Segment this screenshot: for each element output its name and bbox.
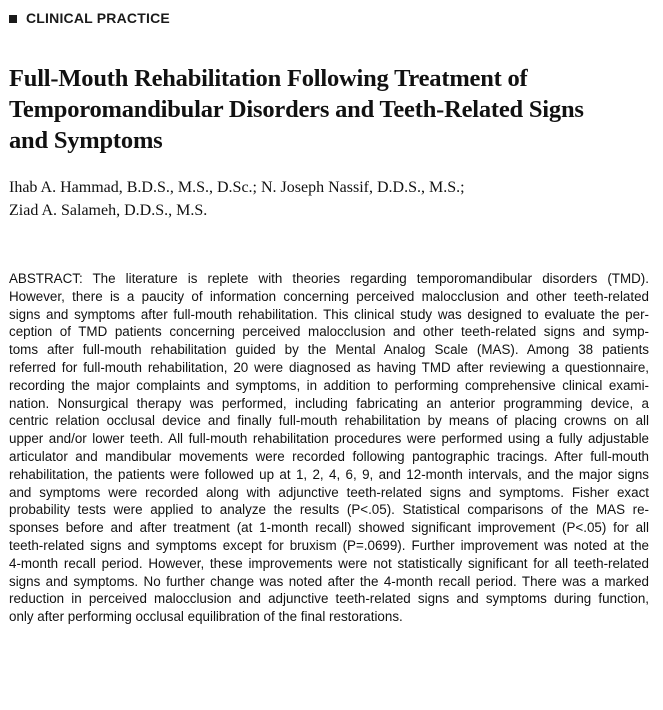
abstract-line: articulator and mandibular movements were recorded following pantographic tracings. After full-mouth [9, 448, 649, 464]
square-bullet-icon [9, 15, 17, 23]
abstract-line: teeth-related signs and symptoms except for bruxism (P=.0699). Further improvement was noted at the [9, 537, 649, 553]
author-list [9, 176, 649, 222]
abstract-line: rehabilitation, the patients were followed up at 1, 2, 4, 6, 9, and 12-month intervals, and the major signs [9, 466, 649, 482]
abstract-line: signs and symptoms. No further change was noted after the 4-month recall period. There was a marked [9, 573, 649, 589]
section-label: CLINICAL PRACTICE [26, 10, 170, 26]
title-line: and Symptoms [9, 127, 163, 154]
title-line: Temporomandibular Disorders and Teeth-Related Signs [9, 96, 584, 123]
abstract-line: toms after full-mouth rehabilitation guided by the Mental Analog Scale (MAS). Among 38 patients [9, 342, 649, 358]
abstract-line: sponses before and after treatment (at 1-month recall) showed significant improvement (P<.05) for all [9, 520, 649, 536]
abstract-line: centric relation occlusal device and finally full-mouth rehabilitation by means of placing crowns on all [9, 413, 649, 429]
abstract-line: nation. Nonsurgical therapy was performed, including fabricating an anterior programming device, a [9, 395, 649, 411]
author-line: Ihab A. Hammad, B.D.S., M.S., D.Sc.; N. Joseph Nassif, D.D.S., M.S.; [9, 179, 465, 196]
abstract [9, 270, 649, 626]
abstract-line: reduction in perceived malocclusion and adjunctive teeth-related signs and symptoms during function, [9, 591, 649, 607]
abstract-line: ABSTRACT: The literature is replete with theories regarding temporomandibular disorders (TMD). [9, 271, 649, 286]
abstract-line: probability tests were applied to analyze the results (P<.05). Statistical comparisons of the MAS re- [9, 502, 649, 518]
author-line: Ziad A. Salameh, D.D.S., M.S. [9, 202, 208, 219]
abstract-line: and symptoms were recorded along with adjunctive teeth-related signs and symptoms. Fisher exact [9, 484, 649, 500]
abstract-line: However, there is a paucity of information concerning perceived malocclusion and other teeth-related [9, 288, 649, 304]
abstract-line: recording the major complaints and symptoms, in addition to performing comprehensive clinical exami- [9, 377, 649, 393]
abstract-line: 4-month recall period. However, these improvements were not statistically significant for all teeth-related [9, 555, 649, 571]
section-header [9, 10, 170, 26]
title-line: Full-Mouth Rehabilitation Following Treatment of [9, 65, 528, 92]
abstract-line: only after performing occlusal equilibration of the final restorations. [9, 609, 403, 625]
abstract-line: ception of TMD patients concerning perceived malocclusion and other teeth-related signs and symp- [9, 324, 649, 340]
abstract-line: referred for full-mouth rehabilitation, 20 were diagnosed as having TMD after reviewing a questionnaire, [9, 359, 649, 375]
article-title [9, 63, 657, 156]
abstract-line: signs and symptoms after full-mouth rehabilitation. This clinical study was designed to evaluate the per- [9, 306, 649, 322]
abstract-line: upper and/or lower teeth. All full-mouth rehabilitation procedures were performed using a fully adjustable [9, 431, 649, 447]
